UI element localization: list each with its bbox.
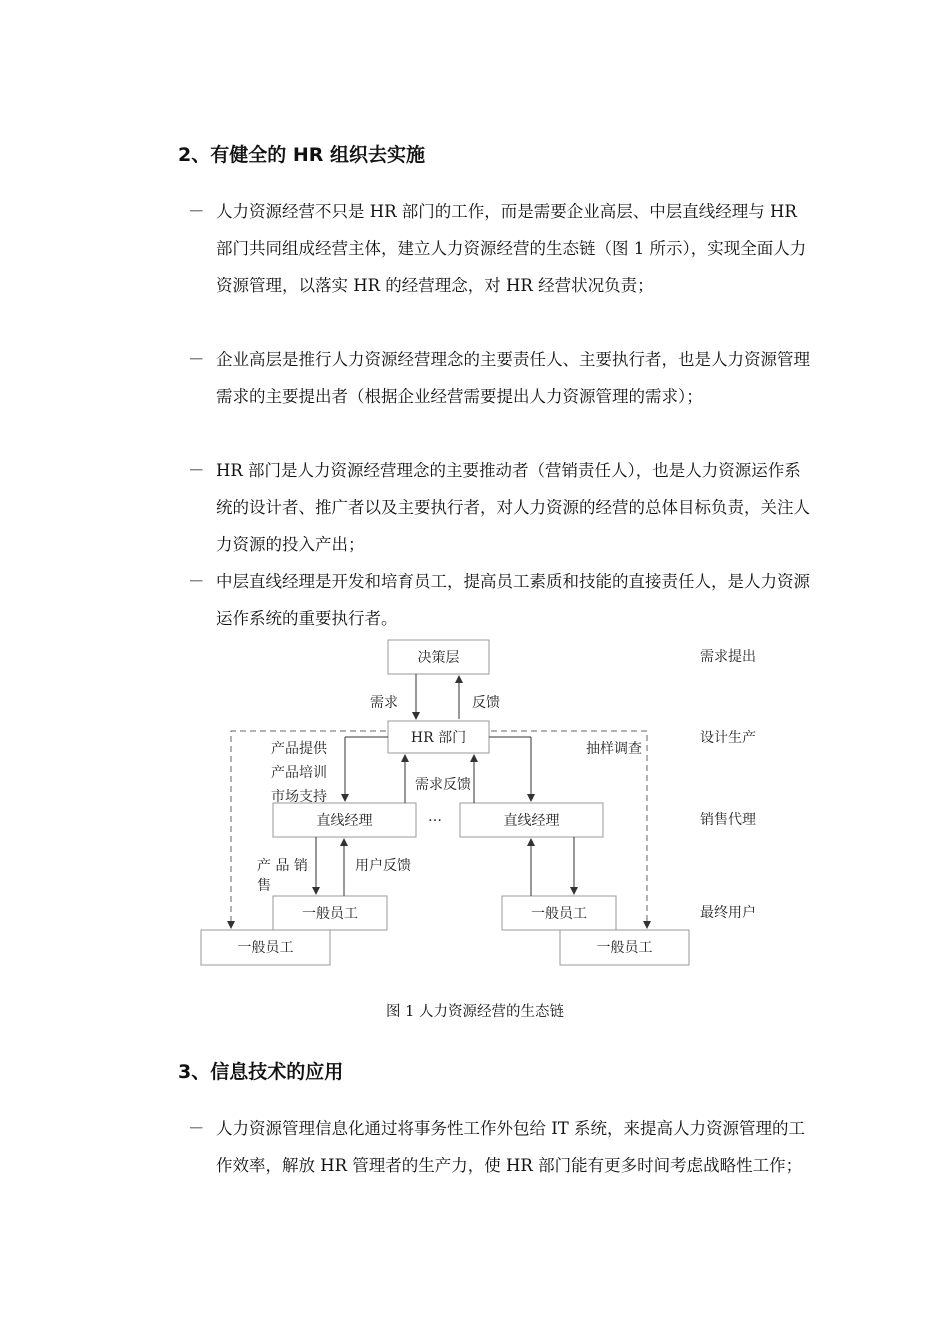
box-manager-left-label: 直线经理: [316, 813, 373, 829]
section-2-heading: 2、有健全的 HR 组织去实施: [178, 144, 425, 166]
bullet-dash: －: [188, 572, 205, 591]
bullet-dash: －: [188, 202, 205, 221]
list-item: [188, 193, 813, 304]
figure-caption: 图 1 人力资源经营的生态链: [386, 1004, 564, 1020]
label-user-feedback: 用户反馈: [355, 858, 411, 874]
bullet-text: 人力资源经营不只是 HR 部门的工作，而是需要企业高层、中层直线经理与 HR 部门共同组成经营主体，建立人力资源经营的生态链（图 1 所示），实现全面人力资源管理，以落实 HR 的经营理念，对 HR 经营状况负责；: [216, 202, 807, 295]
label-demand: 需求: [370, 695, 398, 711]
ecosystem-diagram: [195, 635, 805, 975]
label-sampling-survey: 抽样调查: [586, 741, 642, 757]
box-decision-label: 决策层: [417, 650, 460, 666]
box-manager-right-label: 直线经理: [503, 813, 560, 829]
level-design-produce: 设计生产: [700, 730, 756, 746]
label-market-support: 市场支持: [271, 789, 327, 805]
bullet-text: 中层直线经理是开发和培育员工，提高员工素质和技能的直接责任人，是人力资源运作系统的重要执行者。: [216, 572, 810, 628]
box-emp-right-bottom-label: 一般员工: [596, 940, 653, 956]
level-sales-agent: 销售代理: [700, 812, 756, 828]
label-product-sales-2: 售: [257, 878, 271, 894]
label-product-training: 产品培训: [271, 765, 327, 781]
box-emp-left-bottom-label: 一般员工: [237, 940, 294, 956]
bullet-dash: －: [188, 461, 205, 480]
box-hr-label: HR 部门: [410, 730, 467, 746]
level-demand-raise: 需求提出: [700, 649, 756, 665]
label-product-supply: 产品提供: [271, 741, 327, 757]
bullet-text: 人力资源管理信息化通过将事务性工作外包给 IT 系统，来提高人力资源管理的工作效率，解放 HR 管理者的生产力，使 HR 部门能有更多时间考虑战略性工作；: [216, 1119, 806, 1175]
list-item: [188, 452, 813, 563]
list-item: [188, 563, 813, 637]
box-emp-right-top-label: 一般员工: [531, 906, 587, 922]
level-end-user: 最终用户: [700, 905, 756, 921]
bullet-text: HR 部门是人力资源经营理念的主要推动者（营销责任人），也是人力资源运作系统的设计者、推广者以及主要执行者，对人力资源的经营的总体目标负责，关注人力资源的投入产出；: [216, 461, 810, 554]
list-item: [188, 341, 813, 415]
box-emp-left-top-label: 一般员工: [302, 906, 358, 922]
section-3-heading: 3、信息技术的应用: [178, 1061, 344, 1083]
label-demand-feedback: 需求反馈: [415, 777, 471, 793]
label-feedback: 反馈: [472, 695, 500, 711]
list-item: [188, 1110, 813, 1184]
label-ellipsis: …: [428, 809, 442, 825]
bullet-dash: －: [188, 1119, 205, 1138]
bullet-text: 企业高层是推行人力资源经营理念的主要责任人、主要执行者，也是人力资源管理需求的主要提出者（根据企业经营需要提出人力资源管理的需求）；: [216, 350, 810, 406]
bullet-dash: －: [188, 350, 205, 369]
label-product-sales-1: 产 品 销: [257, 858, 308, 874]
